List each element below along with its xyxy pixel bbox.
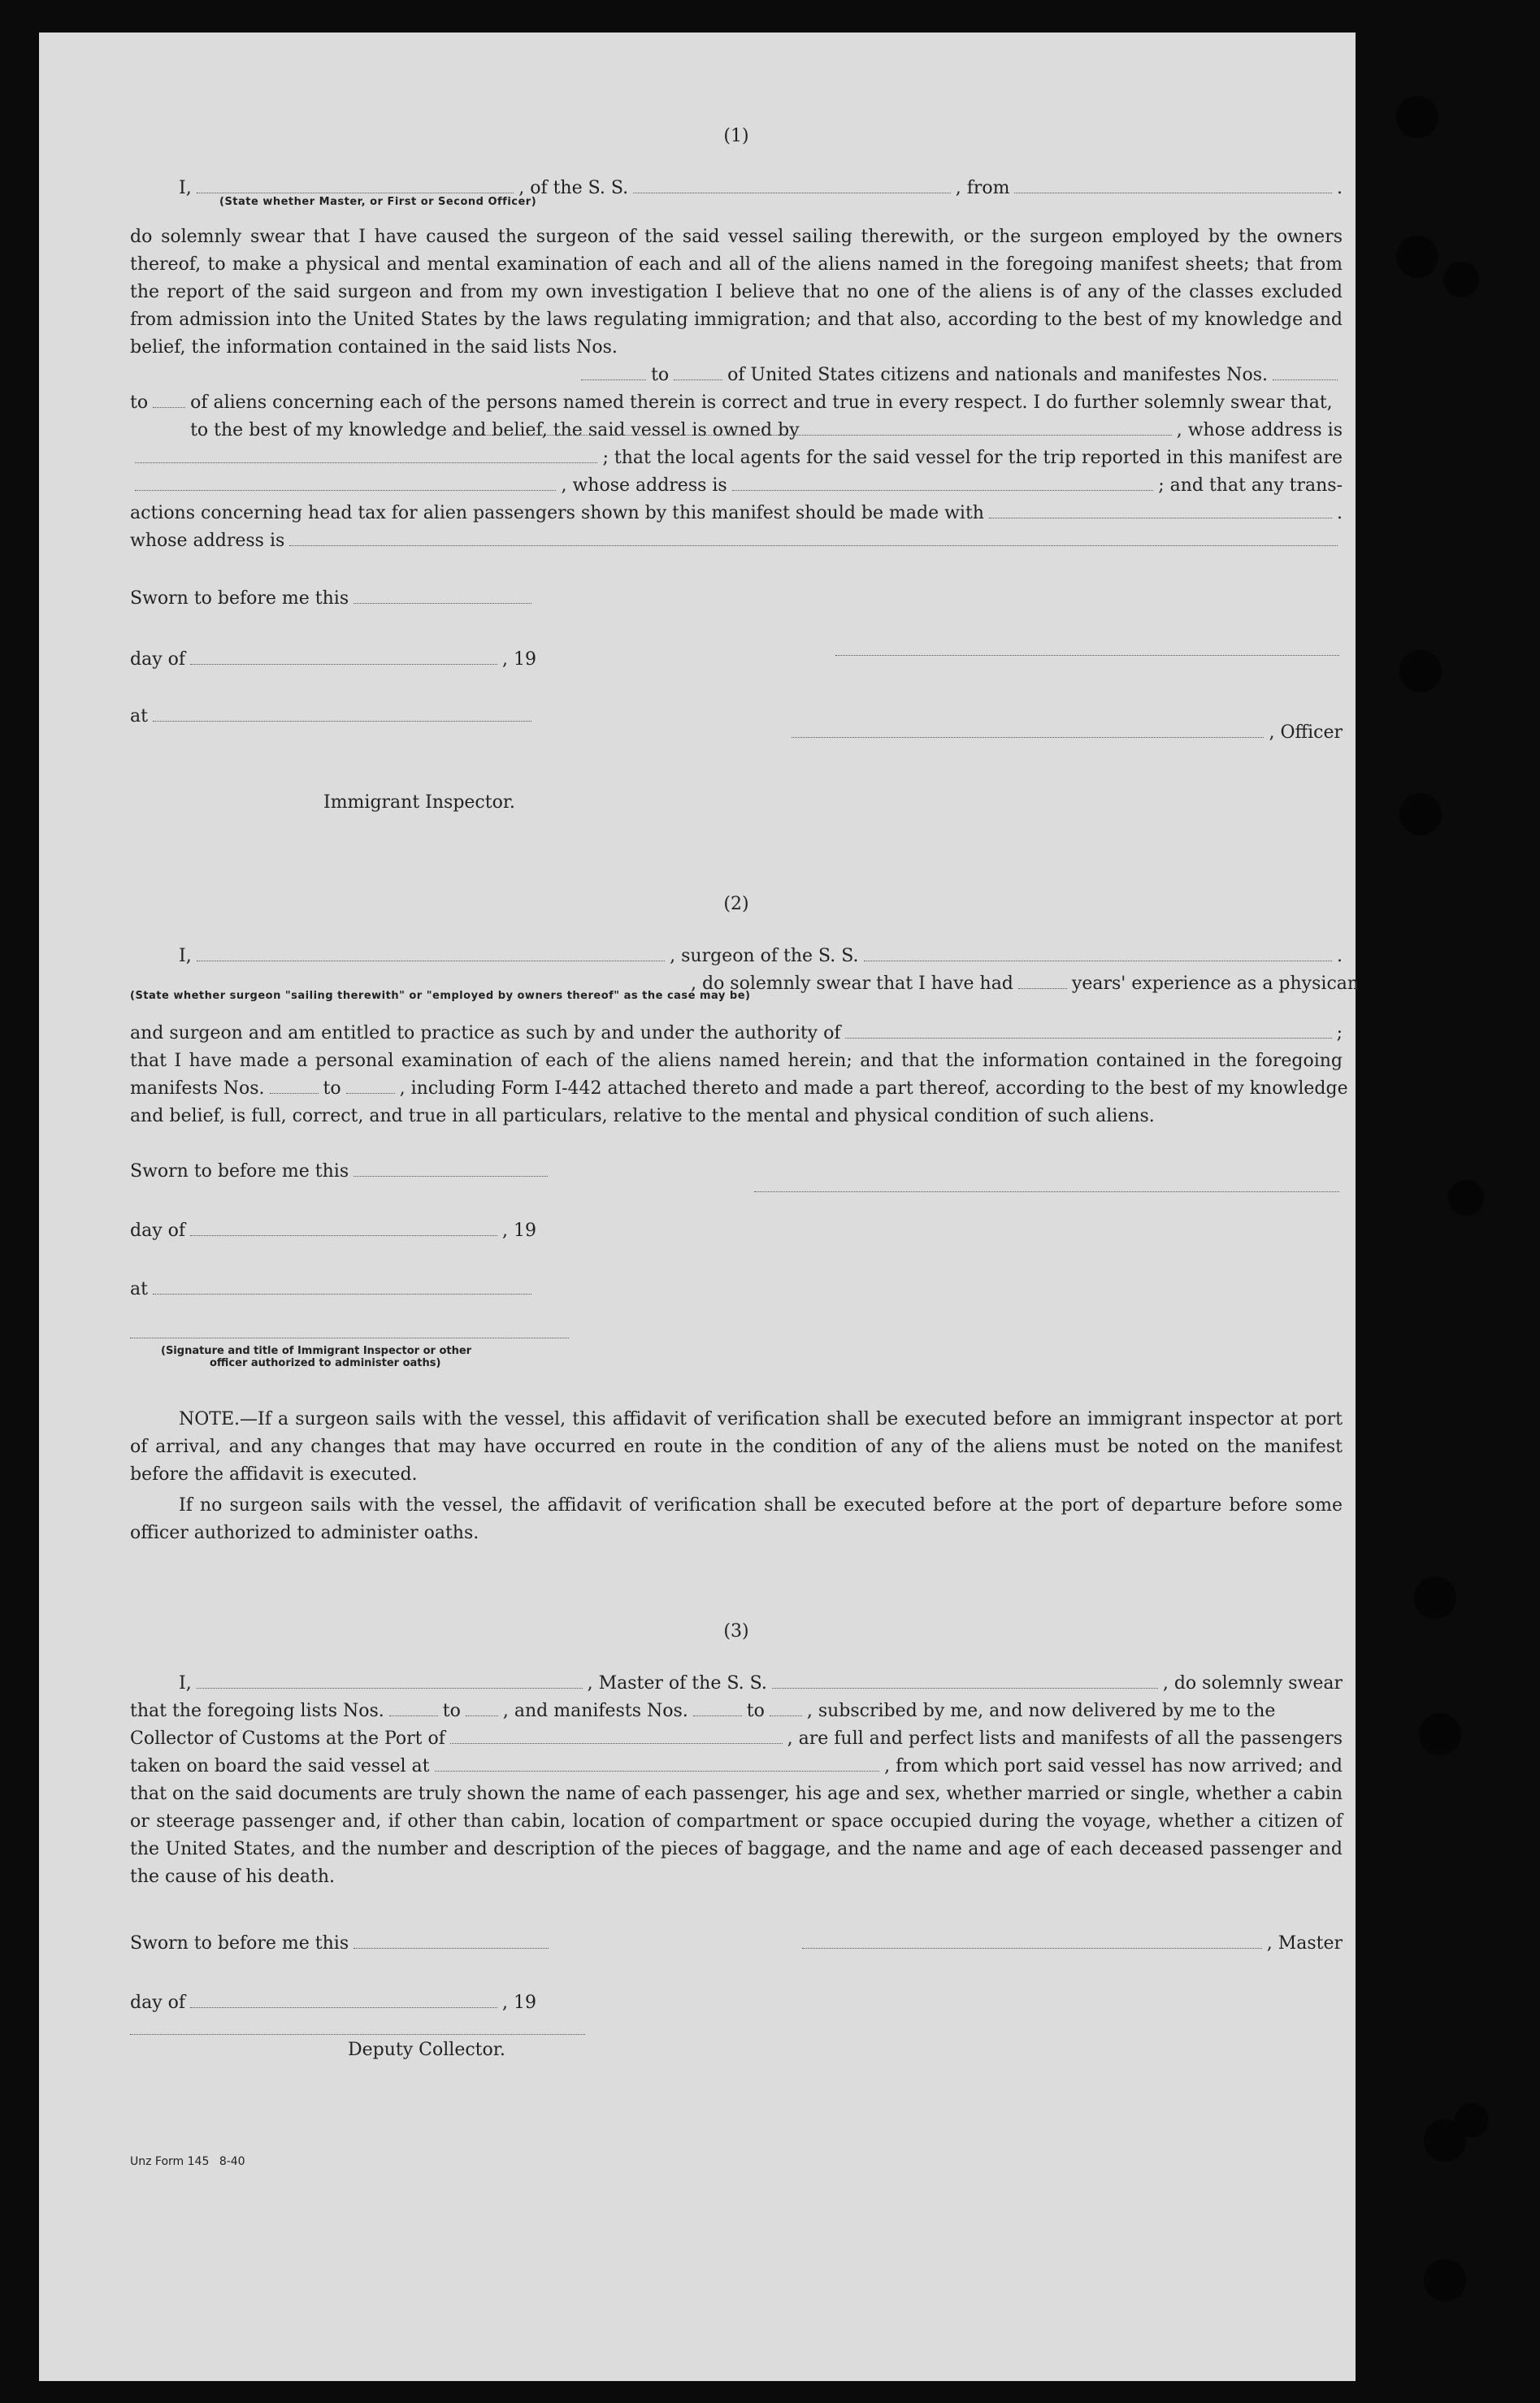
s2-line-2: , do solemnly swear that I have had years' experience as a physican — [691, 974, 1360, 994]
s1-line-lists: to of United States citizens and nationals and manifestes Nos. — [130, 362, 1343, 389]
vessel-name-field[interactable] — [633, 176, 951, 193]
note-paragraph-2: If no surgeon sails with the vessel, the affidavit of verification shall be executed before at the port of departure before some officer authorized to administer oaths. — [130, 1495, 1343, 1543]
owner-field[interactable] — [452, 419, 1172, 436]
s2-line-4: that I have made a personal examination of each of the aliens named herein; and that the information contained in the foregoing — [130, 1051, 1343, 1071]
section-2-number: (2) — [723, 894, 749, 914]
s1-at: at — [130, 703, 536, 731]
s3-manifests-from-field[interactable] — [693, 1699, 742, 1716]
s1-day: day of , 19 — [130, 649, 536, 670]
s3-sworn-field[interactable] — [354, 1932, 549, 1949]
head-tax-address-field[interactable] — [289, 529, 1338, 546]
s3-lists-to-field[interactable] — [466, 1699, 498, 1716]
s1-line-whose: whose address is — [130, 527, 1343, 555]
s2-at: at — [130, 1276, 536, 1303]
master-name-field[interactable] — [197, 1672, 583, 1689]
lists-from-field[interactable] — [581, 363, 646, 380]
head-tax-party-field[interactable] — [989, 501, 1332, 518]
s2-sworn: Sworn to before me this — [130, 1158, 553, 1186]
punch-hole — [1424, 2259, 1466, 2301]
s2-day-field[interactable] — [190, 1219, 497, 1236]
signature-note-1: (Signature and title of Immigrant Inspector or other — [161, 1345, 472, 1357]
s2-manifests-to-field[interactable] — [346, 1077, 395, 1094]
s2-line-6: and belief, is full, correct, and true in all particulars, relative to the mental and physical condition of such aliens. — [130, 1106, 1155, 1126]
years-experience-field[interactable] — [1018, 972, 1067, 989]
agents-field[interactable] — [135, 474, 556, 491]
s2-line-3: and surgeon and am entitled to practice as such by and under the authority of ; — [130, 1023, 1343, 1043]
s2-sworn-field[interactable] — [354, 1160, 548, 1177]
s1-line-actions: actions concerning head tax for alien passengers shown by this manifest should be made with . — [130, 503, 1343, 523]
s3-line-2: that the foregoing lists Nos. to , and manifests Nos. to , subscribed by me, and now delivered by me to the — [130, 1701, 1276, 1721]
punch-hole — [1443, 262, 1479, 297]
s3-line-1: I, , Master of the S. S. , do solemnly swear — [179, 1673, 1343, 1694]
s3-day-field[interactable] — [190, 1991, 497, 2008]
s3-line-3: Collector of Customs at the Port of , are full and perfect lists and manifests of all the passengers — [130, 1729, 1343, 1749]
manifests-from-field[interactable] — [1273, 363, 1338, 380]
immigrant-inspector-label: Immigrant Inspector. — [323, 792, 515, 813]
s1-officer-sign: , Officer — [787, 719, 1343, 747]
punch-hole — [1455, 2103, 1489, 2137]
punch-hole — [1396, 96, 1438, 138]
form-number: Unz Form 145 8-40 — [130, 2155, 245, 2168]
punch-hole — [1419, 1713, 1461, 1755]
s2-line-1: I, , surgeon of the S. S. . — [179, 946, 1343, 966]
s1-sworn: Sworn to before me this — [130, 585, 536, 613]
port-field[interactable] — [450, 1727, 783, 1744]
s2-at-field[interactable] — [153, 1277, 531, 1295]
from-port-field[interactable] — [1014, 176, 1332, 193]
s1-oath-paragraph: do solemnly swear that I have caused the surgeon of the said vessel sailing therewith, or the surgeon employed by the owners thereof, to make a physical and mental examination of each and all of the aliens named in the foregoing manifest sheets; that from the report of the said surgeon and from my own investigation I believe that no one of the aliens is of any of the classes excluded from admission into the United States by the laws regulating immigration; and that also, according to the best of my knowledge and belief, the information contained in the said lists Nos. — [130, 227, 1343, 358]
form-sheet — [39, 33, 1360, 2381]
punch-hole — [1414, 1577, 1456, 1619]
deputy-signature-line[interactable] — [130, 2033, 585, 2035]
s3-manifests-to-field[interactable] — [770, 1699, 802, 1716]
s1-line-agent-address: , whose address is ; and that any trans- — [130, 472, 1343, 500]
signature-note-2: officer authorized to administer oaths) — [210, 1357, 441, 1369]
s1-day-field[interactable] — [190, 648, 497, 665]
s3-lists-from-field[interactable] — [389, 1699, 438, 1716]
s1-signature-line-1[interactable] — [835, 654, 1339, 656]
authority-field[interactable] — [845, 1021, 1331, 1039]
section-1-number: (1) — [723, 126, 749, 146]
surgeon-type-note: (State whether surgeon "sailing therewith" or "employed by owners thereof" as the case may be) — [130, 990, 751, 1002]
s2-vessel-field[interactable] — [864, 944, 1332, 961]
s3-day: day of , 19 — [130, 1993, 536, 2013]
officer-signature-field[interactable] — [792, 721, 1264, 738]
embark-port-field[interactable] — [435, 1755, 880, 1772]
inspector-signature-line[interactable] — [130, 1337, 569, 1338]
manifests-to-field[interactable] — [153, 391, 185, 408]
punch-hole — [1448, 1180, 1484, 1216]
surgeon-signature-line[interactable] — [754, 1191, 1339, 1192]
officer-name-field[interactable] — [197, 176, 514, 193]
s1-line-aliens: to of aliens concerning each of the persons named therein is correct and true in every respect. I do further solemnly swear that, to the best of my knowledge and belief, the said vessel is owned by — [130, 393, 1333, 440]
s2-day: day of , 19 — [130, 1221, 536, 1241]
s3-vessel-field[interactable] — [772, 1672, 1158, 1689]
deputy-collector-label: Deputy Collector. — [348, 2040, 505, 2060]
s1-line-1: I, , of the S. S. , from . — [179, 178, 1343, 198]
s3-paragraph: that on the said documents are truly shown the name of each passenger, his age and sex, whether married or single, whether a cabin or steerage passenger and, if other than cabin, location of compartment or space occupied during the voyage, whether a citizen of the United States, and the number and description of the pieces of baggage, and the name and age of each deceased passenger and the cause of his death. — [130, 1784, 1343, 1887]
punch-hole — [1399, 650, 1442, 692]
master-signature-field[interactable] — [802, 1932, 1262, 1949]
note-paragraph-1: NOTE.—If a surgeon sails with the vessel, this affidavit of verification shall be executed before an immigrant inspector at port of arrival, and any changes that may have occurred en route in the condition of any of the aliens must be noted on the manifest before the affidavit is executed. — [130, 1409, 1343, 1485]
lists-to-field[interactable] — [674, 363, 722, 380]
s1-sworn-field[interactable] — [354, 587, 531, 604]
s1-line-owner: , whose address is — [130, 417, 1343, 445]
officer-note: (State whether Master, or First or Second Officer) — [219, 196, 537, 208]
s3-sworn: Sworn to before me this , Master — [130, 1933, 1343, 1954]
punch-hole — [1396, 236, 1438, 278]
s2-line-5: manifests Nos. to , including Form I-442 attached thereto and made a part thereof, according to the best of my knowledge — [130, 1078, 1348, 1099]
agents-address-field[interactable] — [732, 474, 1153, 491]
s1-line-agents: ; that the local agents for the said vessel for the trip reported in this manifest are — [130, 445, 1343, 472]
surgeon-name-field[interactable] — [197, 944, 665, 961]
s1-at-field[interactable] — [153, 705, 531, 722]
s3-line-4: taken on board the said vessel at , from which port said vessel has now arrived; and — [130, 1756, 1343, 1776]
s2-manifests-from-field[interactable] — [270, 1077, 319, 1094]
section-3-number: (3) — [723, 1621, 749, 1642]
punch-hole — [1399, 793, 1442, 835]
owner-address-field[interactable] — [135, 446, 597, 463]
